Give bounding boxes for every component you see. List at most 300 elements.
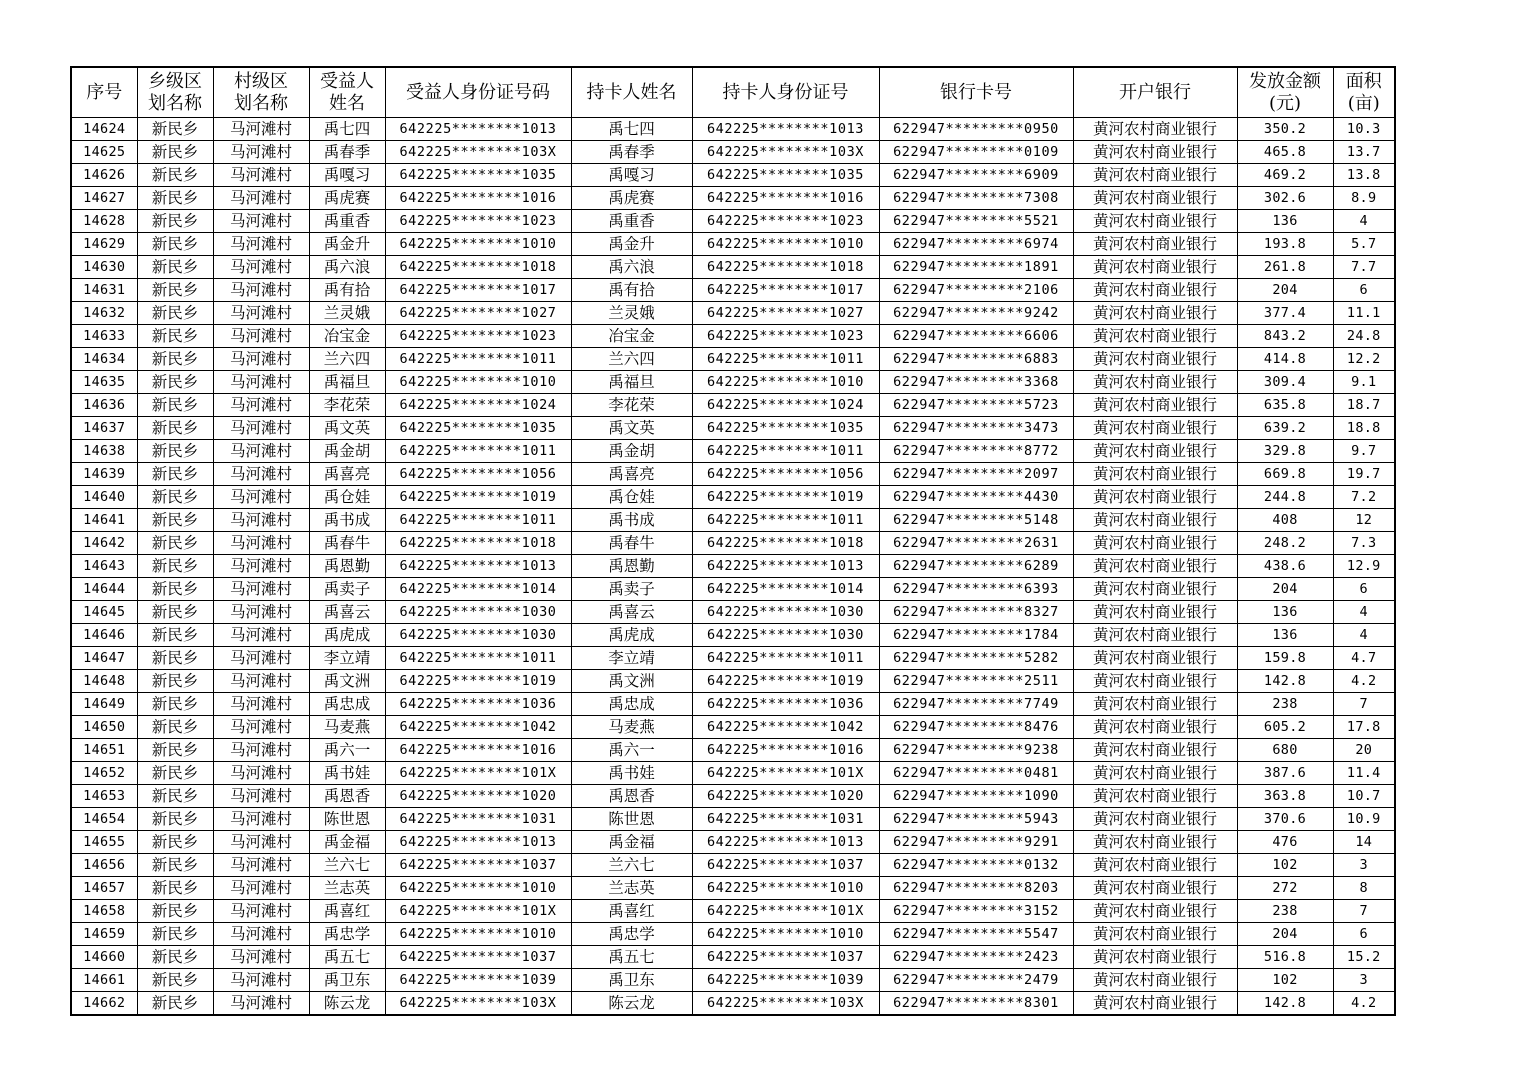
beneficiary-name-cell: 李立靖 <box>309 647 385 670</box>
seq-cell: 14626 <box>71 164 137 187</box>
bank-cell: 黄河农村商业银行 <box>1073 670 1237 693</box>
seq-cell: 14635 <box>71 371 137 394</box>
village-cell: 马河滩村 <box>213 785 309 808</box>
amount-cell: 669.8 <box>1237 463 1333 486</box>
beneficiary-id-cell: 642225********1020 <box>385 785 571 808</box>
cardholder-id-cell: 642225********1016 <box>692 187 879 210</box>
cardholder-id-cell: 642225********1010 <box>692 923 879 946</box>
beneficiary-name-cell: 陈云龙 <box>309 992 385 1016</box>
beneficiary-name-cell: 冶宝金 <box>309 325 385 348</box>
beneficiary-id-cell: 642225********1039 <box>385 969 571 992</box>
cardholder-id-cell: 642225********101X <box>692 900 879 923</box>
township-cell: 新民乡 <box>137 923 213 946</box>
area-cell: 11.1 <box>1333 302 1395 325</box>
cardholder-id-cell: 642225********1037 <box>692 946 879 969</box>
township-cell: 新民乡 <box>137 762 213 785</box>
bank-cell: 黄河农村商业银行 <box>1073 900 1237 923</box>
beneficiary-id-cell: 642225********1016 <box>385 187 571 210</box>
seq-cell: 14655 <box>71 831 137 854</box>
cardholder-id-cell: 642225********1037 <box>692 854 879 877</box>
township-cell: 新民乡 <box>137 739 213 762</box>
area-cell: 4.2 <box>1333 992 1395 1016</box>
cardholder-name-cell: 禹六浪 <box>571 256 692 279</box>
amount-cell: 204 <box>1237 923 1333 946</box>
seq-cell: 14657 <box>71 877 137 900</box>
amount-cell: 244.8 <box>1237 486 1333 509</box>
village-cell: 马河滩村 <box>213 279 309 302</box>
bank-card-cell: 622947*********6974 <box>879 233 1073 256</box>
bank-card-cell: 622947*********2631 <box>879 532 1073 555</box>
cardholder-name-cell: 禹重香 <box>571 210 692 233</box>
bank-card-cell: 622947*********2479 <box>879 969 1073 992</box>
area-cell: 17.8 <box>1333 716 1395 739</box>
area-cell: 12.2 <box>1333 348 1395 371</box>
township-cell: 新民乡 <box>137 785 213 808</box>
beneficiary-name-cell: 禹嘎习 <box>309 164 385 187</box>
seq-cell: 14652 <box>71 762 137 785</box>
cardholder-id-cell: 642225********103X <box>692 141 879 164</box>
cardholder-name-cell: 禹六一 <box>571 739 692 762</box>
amount-cell: 465.8 <box>1237 141 1333 164</box>
township-cell: 新民乡 <box>137 969 213 992</box>
amount-cell: 363.8 <box>1237 785 1333 808</box>
area-cell: 4.2 <box>1333 670 1395 693</box>
bank-card-cell: 622947*********5282 <box>879 647 1073 670</box>
bank-cell: 黄河农村商业银行 <box>1073 417 1237 440</box>
cardholder-id-cell: 642225********1035 <box>692 417 879 440</box>
area-cell: 24.8 <box>1333 325 1395 348</box>
table-row <box>71 486 1395 509</box>
township-cell: 新民乡 <box>137 440 213 463</box>
table-row <box>71 647 1395 670</box>
township-cell: 新民乡 <box>137 532 213 555</box>
seq-cell: 14638 <box>71 440 137 463</box>
cardholder-id-cell: 642225********1036 <box>692 693 879 716</box>
bank-card-cell: 622947*********3152 <box>879 900 1073 923</box>
bank-cell: 黄河农村商业银行 <box>1073 440 1237 463</box>
cardholder-id-cell: 642225********1011 <box>692 348 879 371</box>
cardholder-id-cell: 642225********1011 <box>692 509 879 532</box>
cardholder-id-cell: 642225********1039 <box>692 969 879 992</box>
township-cell: 新民乡 <box>137 877 213 900</box>
village-cell: 马河滩村 <box>213 601 309 624</box>
area-cell: 15.2 <box>1333 946 1395 969</box>
village-cell: 马河滩村 <box>213 992 309 1016</box>
beneficiary-name-cell: 禹卖子 <box>309 578 385 601</box>
table-row <box>71 417 1395 440</box>
cardholder-name-cell: 兰志英 <box>571 877 692 900</box>
bank-card-cell: 622947*********0481 <box>879 762 1073 785</box>
seq-cell: 14630 <box>71 256 137 279</box>
table-row <box>71 785 1395 808</box>
beneficiary-id-cell: 642225********1056 <box>385 463 571 486</box>
bank-cell: 黄河农村商业银行 <box>1073 578 1237 601</box>
cardholder-id-cell: 642225********1042 <box>692 716 879 739</box>
beneficiary-name-cell: 禹虎赛 <box>309 187 385 210</box>
township-cell: 新民乡 <box>137 210 213 233</box>
beneficiary-name-cell: 兰六四 <box>309 348 385 371</box>
village-cell: 马河滩村 <box>213 693 309 716</box>
cardholder-id-cell: 642225********1011 <box>692 440 879 463</box>
bank-card-cell: 622947*********0132 <box>879 854 1073 877</box>
amount-cell: 329.8 <box>1237 440 1333 463</box>
header-cardholder-id: 持卡人身份证号 <box>692 67 879 118</box>
beneficiary-name-cell: 禹恩勤 <box>309 555 385 578</box>
bank-cell: 黄河农村商业银行 <box>1073 279 1237 302</box>
table-row <box>71 716 1395 739</box>
township-cell: 新民乡 <box>137 693 213 716</box>
beneficiary-name-cell: 李花荣 <box>309 394 385 417</box>
village-cell: 马河滩村 <box>213 555 309 578</box>
amount-cell: 204 <box>1237 279 1333 302</box>
amount-cell: 102 <box>1237 969 1333 992</box>
table-row <box>71 992 1395 1016</box>
bank-cell: 黄河农村商业银行 <box>1073 371 1237 394</box>
village-cell: 马河滩村 <box>213 831 309 854</box>
village-cell: 马河滩村 <box>213 969 309 992</box>
bank-card-cell: 622947*********4430 <box>879 486 1073 509</box>
beneficiary-name-cell: 禹卫东 <box>309 969 385 992</box>
cardholder-id-cell: 642225********1035 <box>692 164 879 187</box>
cardholder-name-cell: 禹文英 <box>571 417 692 440</box>
cardholder-id-cell: 642225********1030 <box>692 601 879 624</box>
seq-cell: 14634 <box>71 348 137 371</box>
township-cell: 新民乡 <box>137 394 213 417</box>
seq-cell: 14654 <box>71 808 137 831</box>
village-cell: 马河滩村 <box>213 348 309 371</box>
bank-cell: 黄河农村商业银行 <box>1073 624 1237 647</box>
seq-cell: 14659 <box>71 923 137 946</box>
seq-cell: 14624 <box>71 118 137 141</box>
village-cell: 马河滩村 <box>213 854 309 877</box>
amount-cell: 142.8 <box>1237 670 1333 693</box>
beneficiary-name-cell: 禹忠学 <box>309 923 385 946</box>
table-row <box>71 578 1395 601</box>
amount-cell: 309.4 <box>1237 371 1333 394</box>
seq-cell: 14637 <box>71 417 137 440</box>
bank-card-cell: 622947*********9242 <box>879 302 1073 325</box>
beneficiary-name-cell: 禹喜云 <box>309 601 385 624</box>
cardholder-id-cell: 642225********1010 <box>692 371 879 394</box>
beneficiary-id-cell: 642225********101X <box>385 900 571 923</box>
header-beneficiary-id: 受益人身份证号码 <box>385 67 571 118</box>
beneficiary-name-cell: 禹文洲 <box>309 670 385 693</box>
area-cell: 3 <box>1333 969 1395 992</box>
amount-cell: 438.6 <box>1237 555 1333 578</box>
area-cell: 9.7 <box>1333 440 1395 463</box>
cardholder-name-cell: 禹忠成 <box>571 693 692 716</box>
area-cell: 18.8 <box>1333 417 1395 440</box>
village-cell: 马河滩村 <box>213 808 309 831</box>
cardholder-id-cell: 642225********1016 <box>692 739 879 762</box>
township-cell: 新民乡 <box>137 256 213 279</box>
bank-cell: 黄河农村商业银行 <box>1073 325 1237 348</box>
bank-cell: 黄河农村商业银行 <box>1073 141 1237 164</box>
township-cell: 新民乡 <box>137 601 213 624</box>
table-row <box>71 141 1395 164</box>
village-cell: 马河滩村 <box>213 647 309 670</box>
beneficiary-name-cell: 兰灵娥 <box>309 302 385 325</box>
beneficiary-name-cell: 兰六七 <box>309 854 385 877</box>
table-row <box>71 509 1395 532</box>
area-cell: 13.7 <box>1333 141 1395 164</box>
table-row <box>71 946 1395 969</box>
cardholder-id-cell: 642225********1013 <box>692 831 879 854</box>
table-row <box>71 187 1395 210</box>
cardholder-name-cell: 李立靖 <box>571 647 692 670</box>
area-cell: 10.9 <box>1333 808 1395 831</box>
seq-cell: 14644 <box>71 578 137 601</box>
amount-cell: 102 <box>1237 854 1333 877</box>
beneficiary-id-cell: 642225********1016 <box>385 739 571 762</box>
bank-cell: 黄河农村商业银行 <box>1073 831 1237 854</box>
cardholder-name-cell: 禹忠学 <box>571 923 692 946</box>
township-cell: 新民乡 <box>137 187 213 210</box>
amount-cell: 248.2 <box>1237 532 1333 555</box>
table-row <box>71 601 1395 624</box>
township-cell: 新民乡 <box>137 647 213 670</box>
cardholder-name-cell: 禹虎赛 <box>571 187 692 210</box>
area-cell: 10.3 <box>1333 118 1395 141</box>
beneficiary-name-cell: 禹春牛 <box>309 532 385 555</box>
village-cell: 马河滩村 <box>213 670 309 693</box>
seq-cell: 14649 <box>71 693 137 716</box>
village-cell: 马河滩村 <box>213 233 309 256</box>
table-row <box>71 440 1395 463</box>
bank-cell: 黄河农村商业银行 <box>1073 716 1237 739</box>
bank-card-cell: 622947*********6909 <box>879 164 1073 187</box>
township-cell: 新民乡 <box>137 371 213 394</box>
township-cell: 新民乡 <box>137 233 213 256</box>
seq-cell: 14646 <box>71 624 137 647</box>
table-row <box>71 279 1395 302</box>
cardholder-name-cell: 禹嘎习 <box>571 164 692 187</box>
bank-cell: 黄河农村商业银行 <box>1073 532 1237 555</box>
bank-card-cell: 622947*********1891 <box>879 256 1073 279</box>
seq-cell: 14661 <box>71 969 137 992</box>
area-cell: 4 <box>1333 210 1395 233</box>
cardholder-id-cell: 642225********1023 <box>692 210 879 233</box>
table-row <box>71 831 1395 854</box>
table-row <box>71 164 1395 187</box>
village-cell: 马河滩村 <box>213 739 309 762</box>
amount-cell: 635.8 <box>1237 394 1333 417</box>
bank-cell: 黄河农村商业银行 <box>1073 808 1237 831</box>
table-row <box>71 762 1395 785</box>
amount-cell: 238 <box>1237 900 1333 923</box>
bank-cell: 黄河农村商业银行 <box>1073 233 1237 256</box>
cardholder-name-cell: 禹卫东 <box>571 969 692 992</box>
beneficiary-id-cell: 642225********1011 <box>385 348 571 371</box>
bank-card-cell: 622947*********7749 <box>879 693 1073 716</box>
seq-cell: 14627 <box>71 187 137 210</box>
cardholder-id-cell: 642225********1011 <box>692 647 879 670</box>
cardholder-id-cell: 642225********1031 <box>692 808 879 831</box>
village-cell: 马河滩村 <box>213 923 309 946</box>
table-row <box>71 555 1395 578</box>
township-cell: 新民乡 <box>137 716 213 739</box>
bank-cell: 黄河农村商业银行 <box>1073 256 1237 279</box>
beneficiary-name-cell: 禹春季 <box>309 141 385 164</box>
beneficiary-id-cell: 642225********101X <box>385 762 571 785</box>
bank-cell: 黄河农村商业银行 <box>1073 210 1237 233</box>
seq-cell: 14650 <box>71 716 137 739</box>
village-cell: 马河滩村 <box>213 210 309 233</box>
seq-cell: 14636 <box>71 394 137 417</box>
table-row <box>71 969 1395 992</box>
beneficiary-id-cell: 642225********103X <box>385 141 571 164</box>
amount-cell: 414.8 <box>1237 348 1333 371</box>
table-row <box>71 532 1395 555</box>
cardholder-id-cell: 642225********1014 <box>692 578 879 601</box>
beneficiary-id-cell: 642225********1017 <box>385 279 571 302</box>
area-cell: 3 <box>1333 854 1395 877</box>
bank-cell: 黄河农村商业银行 <box>1073 164 1237 187</box>
table-row <box>71 624 1395 647</box>
table-row <box>71 900 1395 923</box>
village-cell: 马河滩村 <box>213 486 309 509</box>
amount-cell: 136 <box>1237 210 1333 233</box>
cardholder-name-cell: 禹金胡 <box>571 440 692 463</box>
table-row <box>71 670 1395 693</box>
cardholder-name-cell: 禹春牛 <box>571 532 692 555</box>
township-cell: 新民乡 <box>137 348 213 371</box>
beneficiary-id-cell: 642225********1011 <box>385 647 571 670</box>
bank-card-cell: 622947*********2511 <box>879 670 1073 693</box>
bank-card-cell: 622947*********1090 <box>879 785 1073 808</box>
township-cell: 新民乡 <box>137 854 213 877</box>
bank-card-cell: 622947*********0109 <box>879 141 1073 164</box>
township-cell: 新民乡 <box>137 509 213 532</box>
amount-cell: 377.4 <box>1237 302 1333 325</box>
beneficiary-id-cell: 642225********1011 <box>385 440 571 463</box>
cardholder-id-cell: 642225********1018 <box>692 256 879 279</box>
bank-card-cell: 622947*********2097 <box>879 463 1073 486</box>
beneficiary-id-cell: 642225********1019 <box>385 486 571 509</box>
table-body <box>71 118 1395 1016</box>
beneficiary-id-cell: 642225********1031 <box>385 808 571 831</box>
seq-cell: 14629 <box>71 233 137 256</box>
table-row <box>71 233 1395 256</box>
amount-cell: 680 <box>1237 739 1333 762</box>
table-row <box>71 923 1395 946</box>
cardholder-name-cell: 禹文洲 <box>571 670 692 693</box>
table-row <box>71 256 1395 279</box>
header-cardholder-name: 持卡人姓名 <box>571 67 692 118</box>
beneficiary-id-cell: 642225********103X <box>385 992 571 1016</box>
amount-cell: 350.2 <box>1237 118 1333 141</box>
bank-cell: 黄河农村商业银行 <box>1073 762 1237 785</box>
bank-cell: 黄河农村商业银行 <box>1073 693 1237 716</box>
cardholder-id-cell: 642225********1017 <box>692 279 879 302</box>
beneficiary-id-cell: 642225********1030 <box>385 601 571 624</box>
beneficiary-name-cell: 禹金福 <box>309 831 385 854</box>
amount-cell: 159.8 <box>1237 647 1333 670</box>
beneficiary-id-cell: 642225********1035 <box>385 164 571 187</box>
beneficiary-id-cell: 642225********1042 <box>385 716 571 739</box>
header-seq: 序号 <box>71 67 137 118</box>
bank-card-cell: 622947*********8327 <box>879 601 1073 624</box>
seq-cell: 14639 <box>71 463 137 486</box>
seq-cell: 14660 <box>71 946 137 969</box>
beneficiary-id-cell: 642225********1036 <box>385 693 571 716</box>
seq-cell: 14648 <box>71 670 137 693</box>
bank-card-cell: 622947*********8301 <box>879 992 1073 1016</box>
beneficiary-name-cell: 禹文英 <box>309 417 385 440</box>
bank-card-cell: 622947*********7308 <box>879 187 1073 210</box>
bank-card-cell: 622947*********8476 <box>879 716 1073 739</box>
bank-card-cell: 622947*********8203 <box>879 877 1073 900</box>
header-bank-card: 银行卡号 <box>879 67 1073 118</box>
table-row <box>71 463 1395 486</box>
beneficiary-name-cell: 禹七四 <box>309 118 385 141</box>
beneficiary-name-cell: 禹六浪 <box>309 256 385 279</box>
area-cell: 11.4 <box>1333 762 1395 785</box>
township-cell: 新民乡 <box>137 302 213 325</box>
beneficiary-name-cell: 禹金升 <box>309 233 385 256</box>
cardholder-name-cell: 禹有拾 <box>571 279 692 302</box>
table-row <box>71 348 1395 371</box>
township-cell: 新民乡 <box>137 279 213 302</box>
header-village: 村级区 划名称 <box>213 67 309 118</box>
header-area: 面积 (亩) <box>1333 67 1395 118</box>
table-row <box>71 394 1395 417</box>
bank-card-cell: 622947*********2423 <box>879 946 1073 969</box>
cardholder-name-cell: 兰六七 <box>571 854 692 877</box>
amount-cell: 469.2 <box>1237 164 1333 187</box>
township-cell: 新民乡 <box>137 555 213 578</box>
seq-cell: 14647 <box>71 647 137 670</box>
area-cell: 4 <box>1333 624 1395 647</box>
township-cell: 新民乡 <box>137 670 213 693</box>
bank-card-cell: 622947*********5943 <box>879 808 1073 831</box>
area-cell: 9.1 <box>1333 371 1395 394</box>
beneficiary-name-cell: 禹忠成 <box>309 693 385 716</box>
bank-card-cell: 622947*********0950 <box>879 118 1073 141</box>
township-cell: 新民乡 <box>137 624 213 647</box>
beneficiary-id-cell: 642225********1014 <box>385 578 571 601</box>
cardholder-id-cell: 642225********103X <box>692 992 879 1016</box>
bank-card-cell: 622947*********6289 <box>879 555 1073 578</box>
table-row <box>71 302 1395 325</box>
bank-card-cell: 622947*********3473 <box>879 417 1073 440</box>
amount-cell: 142.8 <box>1237 992 1333 1016</box>
beneficiary-name-cell: 禹虎成 <box>309 624 385 647</box>
village-cell: 马河滩村 <box>213 394 309 417</box>
cardholder-id-cell: 642225********1020 <box>692 785 879 808</box>
beneficiary-id-cell: 642225********1035 <box>385 417 571 440</box>
beneficiary-id-cell: 642225********1024 <box>385 394 571 417</box>
seq-cell: 14633 <box>71 325 137 348</box>
amount-cell: 238 <box>1237 693 1333 716</box>
header-township: 乡级区 划名称 <box>137 67 213 118</box>
cardholder-name-cell: 禹福旦 <box>571 371 692 394</box>
area-cell: 7.3 <box>1333 532 1395 555</box>
beneficiary-id-cell: 642225********1027 <box>385 302 571 325</box>
bank-cell: 黄河农村商业银行 <box>1073 785 1237 808</box>
beneficiary-id-cell: 642225********1019 <box>385 670 571 693</box>
beneficiary-id-cell: 642225********1013 <box>385 555 571 578</box>
seq-cell: 14642 <box>71 532 137 555</box>
bank-card-cell: 622947*********8772 <box>879 440 1073 463</box>
cardholder-id-cell: 642225********1056 <box>692 463 879 486</box>
amount-cell: 639.2 <box>1237 417 1333 440</box>
bank-cell: 黄河农村商业银行 <box>1073 992 1237 1016</box>
beneficiary-name-cell: 禹喜亮 <box>309 463 385 486</box>
cardholder-name-cell: 禹书娃 <box>571 762 692 785</box>
cardholder-id-cell: 642225********1019 <box>692 486 879 509</box>
bank-card-cell: 622947*********6393 <box>879 578 1073 601</box>
